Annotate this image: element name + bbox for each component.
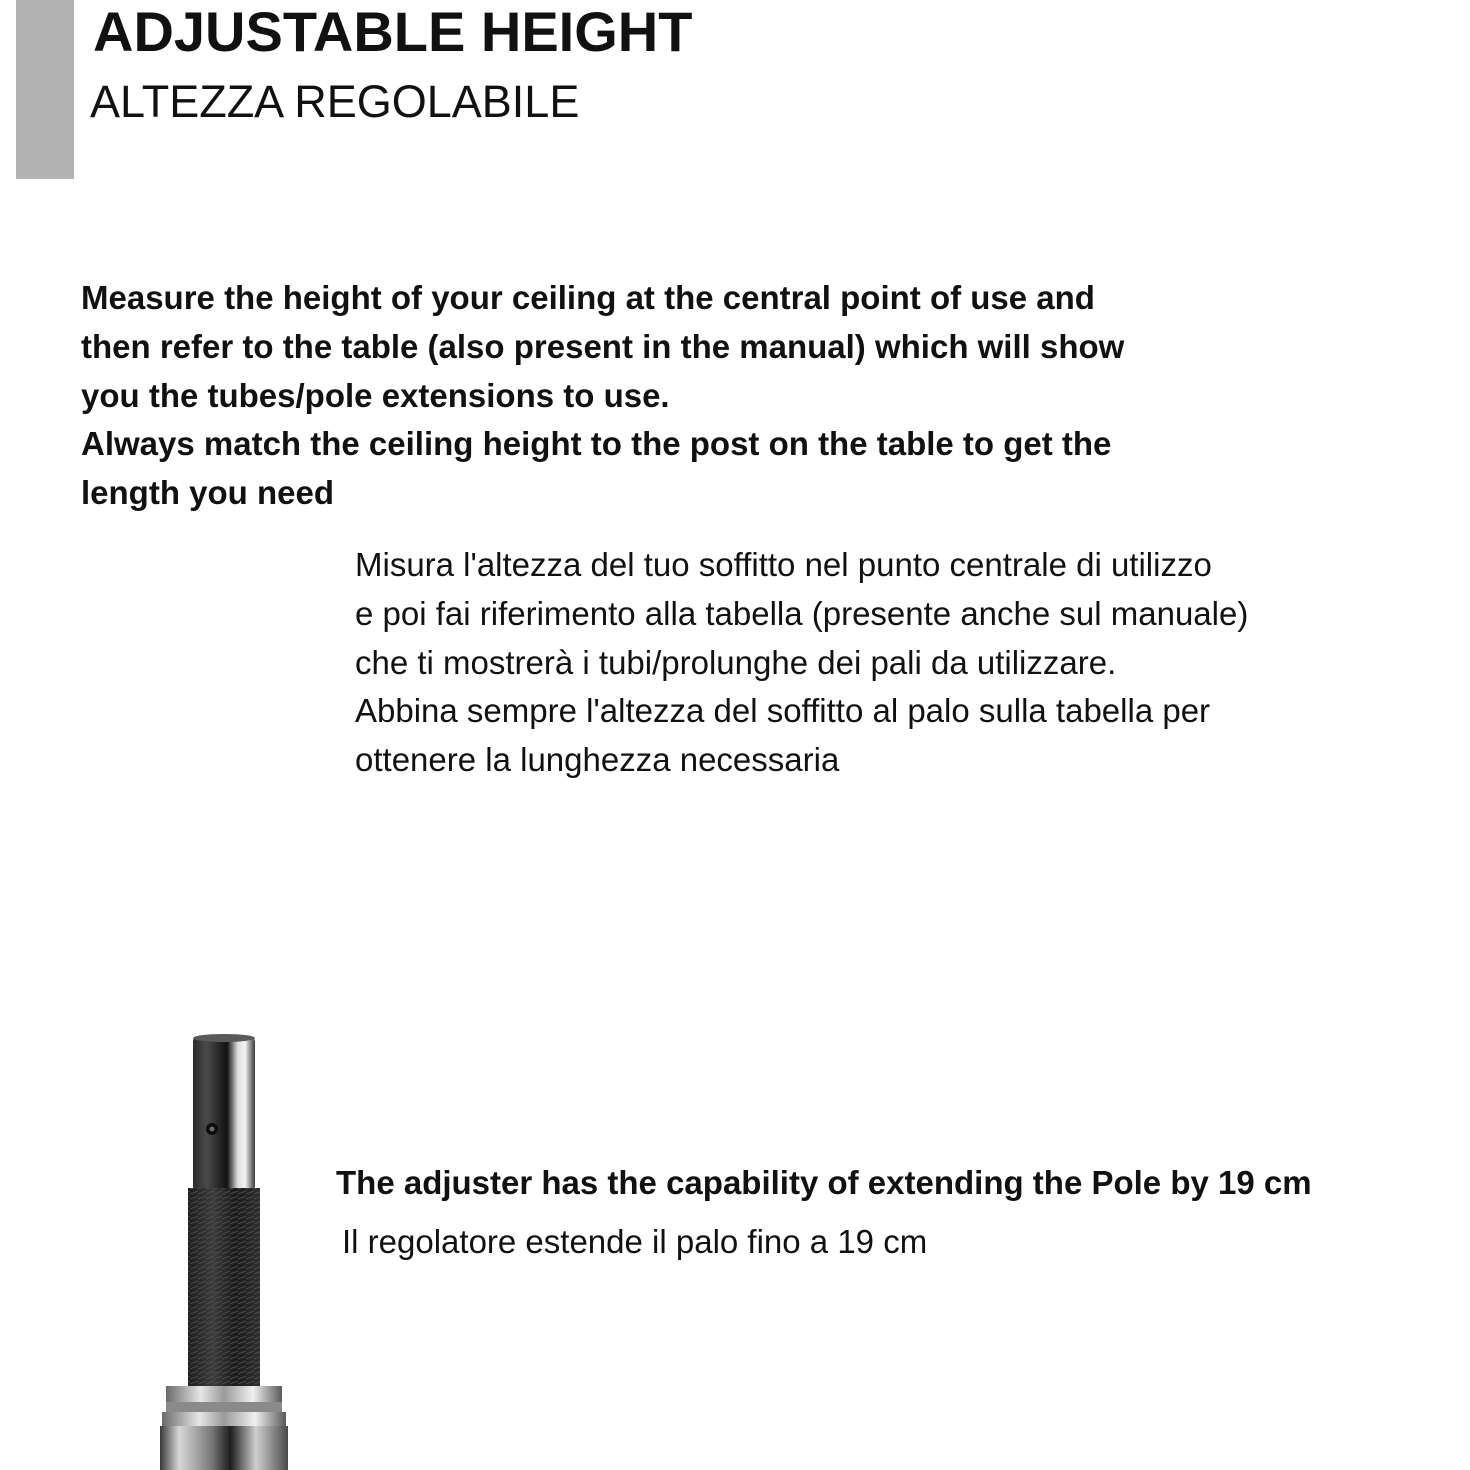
header-accent-bar xyxy=(16,0,74,179)
instructions-english-line: length you need xyxy=(81,474,335,512)
page-title: ADJUSTABLE HEIGHT xyxy=(93,0,693,63)
instructions-english-line: Always match the ceiling height to the post on the table to get the xyxy=(81,425,1112,463)
adjuster-text-english: The adjuster has the capability of extending the Pole by 19 cm xyxy=(336,1164,1312,1201)
instructions-english-line: Measure the height of your ceiling at the central point of use and xyxy=(81,279,1095,316)
instructions-italian-line: che ti mostrerà i tubi/prolunghe dei pali da utilizzare. xyxy=(355,643,1117,681)
instructions-italian-line: Abbina sempre l'altezza del soffitto al palo sulla tabella per xyxy=(355,692,1211,730)
pole-adjuster-icon xyxy=(150,1030,300,1470)
instructions-italian-line: Misura l'altezza del tuo soffitto nel punto centrale di utilizzo xyxy=(355,546,1212,583)
adjuster-text-italian: Il regolatore estende il palo fino a 19 cm xyxy=(342,1223,928,1260)
instructions-english-line: then refer to the table (also present in the manual) which will show xyxy=(81,327,1125,365)
instructions-italian-line: ottenere la lunghezza necessaria xyxy=(355,741,840,779)
instructions-italian-line: e poi fai riferimento alla tabella (presente anche sul manuale) xyxy=(355,594,1249,632)
page-subtitle-italian: ALTEZZA REGOLABILE xyxy=(90,76,580,127)
instructions-italian xyxy=(355,541,1435,785)
instructions-english xyxy=(81,274,1281,518)
instructions-english-line: you the tubes/pole extensions to use. xyxy=(81,376,670,414)
